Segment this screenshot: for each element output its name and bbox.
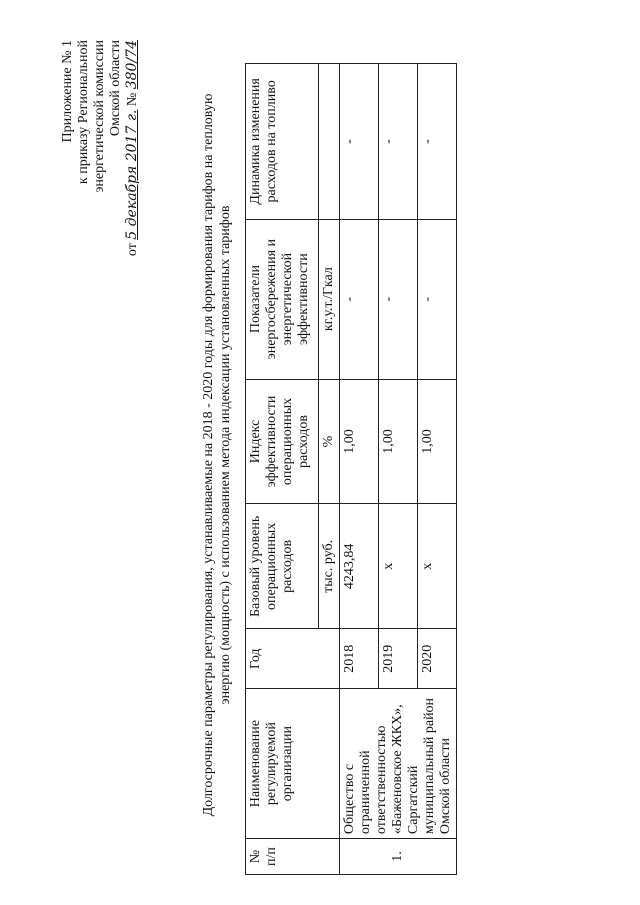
row-energy: - <box>340 219 379 379</box>
appendix-line3: энергетической комиссии <box>92 40 107 193</box>
title-line1: Долгосрочные параметры регулирования, устанавливаемые на 2018 - 2020 годы для формирования тарифов на тепловую <box>201 93 216 817</box>
header-fuel: Динамика изменения расходов на топливо <box>246 64 319 220</box>
appendix-block <box>60 40 141 360</box>
header-year: Год <box>246 629 340 689</box>
row-energy: - <box>418 219 457 379</box>
org-name: Общество с ограниченной ответственностью «Баженовское ЖКХ», Саргатский муниципальный район Омской области <box>340 689 457 839</box>
header-energy: Показатели энергосбережения и энергетической эффективности <box>246 219 319 379</box>
header-index: Индекс эффективности операционных расходов <box>246 379 319 504</box>
from-label: от <box>125 243 140 257</box>
appendix-date-line <box>124 40 141 360</box>
parameters-table <box>245 63 457 875</box>
appendix-line4: Омской области <box>108 40 123 137</box>
org-number: 1. <box>340 839 457 875</box>
header-row <box>246 64 319 875</box>
row-base: x <box>418 504 457 629</box>
document-title <box>200 25 234 885</box>
header-org: Наименование регулируемой организации <box>246 689 340 839</box>
unit-base: тыс. руб. <box>319 504 340 629</box>
row-base: 4243,84 <box>340 504 379 629</box>
unit-index: % <box>319 379 340 504</box>
handwritten-number: 380/74 <box>124 40 140 90</box>
header-base: Базовый уровень операционных расходов <box>246 504 319 629</box>
appendix-line1: Приложение № 1 <box>60 40 75 143</box>
appendix-line2: к приказу Региональной <box>76 40 91 185</box>
row-index: 1,00 <box>379 379 418 504</box>
header-num: № п/п <box>246 839 340 875</box>
row-fuel: - <box>379 64 418 220</box>
row-fuel: - <box>418 64 457 220</box>
row-index: 1,00 <box>340 379 379 504</box>
handwritten-date: 5 декабря 2017 г. <box>124 109 140 240</box>
row-year: 2019 <box>379 629 418 689</box>
unit-energy: кг.у.т./Гкал <box>319 219 340 379</box>
row-energy: - <box>379 219 418 379</box>
row-year: 2018 <box>340 629 379 689</box>
row-year: 2020 <box>418 629 457 689</box>
unit-fuel <box>319 64 340 220</box>
table-row <box>340 64 379 875</box>
row-index: 1,00 <box>418 379 457 504</box>
row-base: x <box>379 504 418 629</box>
row-fuel: - <box>340 64 379 220</box>
number-label: № <box>125 92 140 107</box>
title-line2: энергию (мощность) с использованием метода индексации установленных тарифов <box>218 205 233 705</box>
